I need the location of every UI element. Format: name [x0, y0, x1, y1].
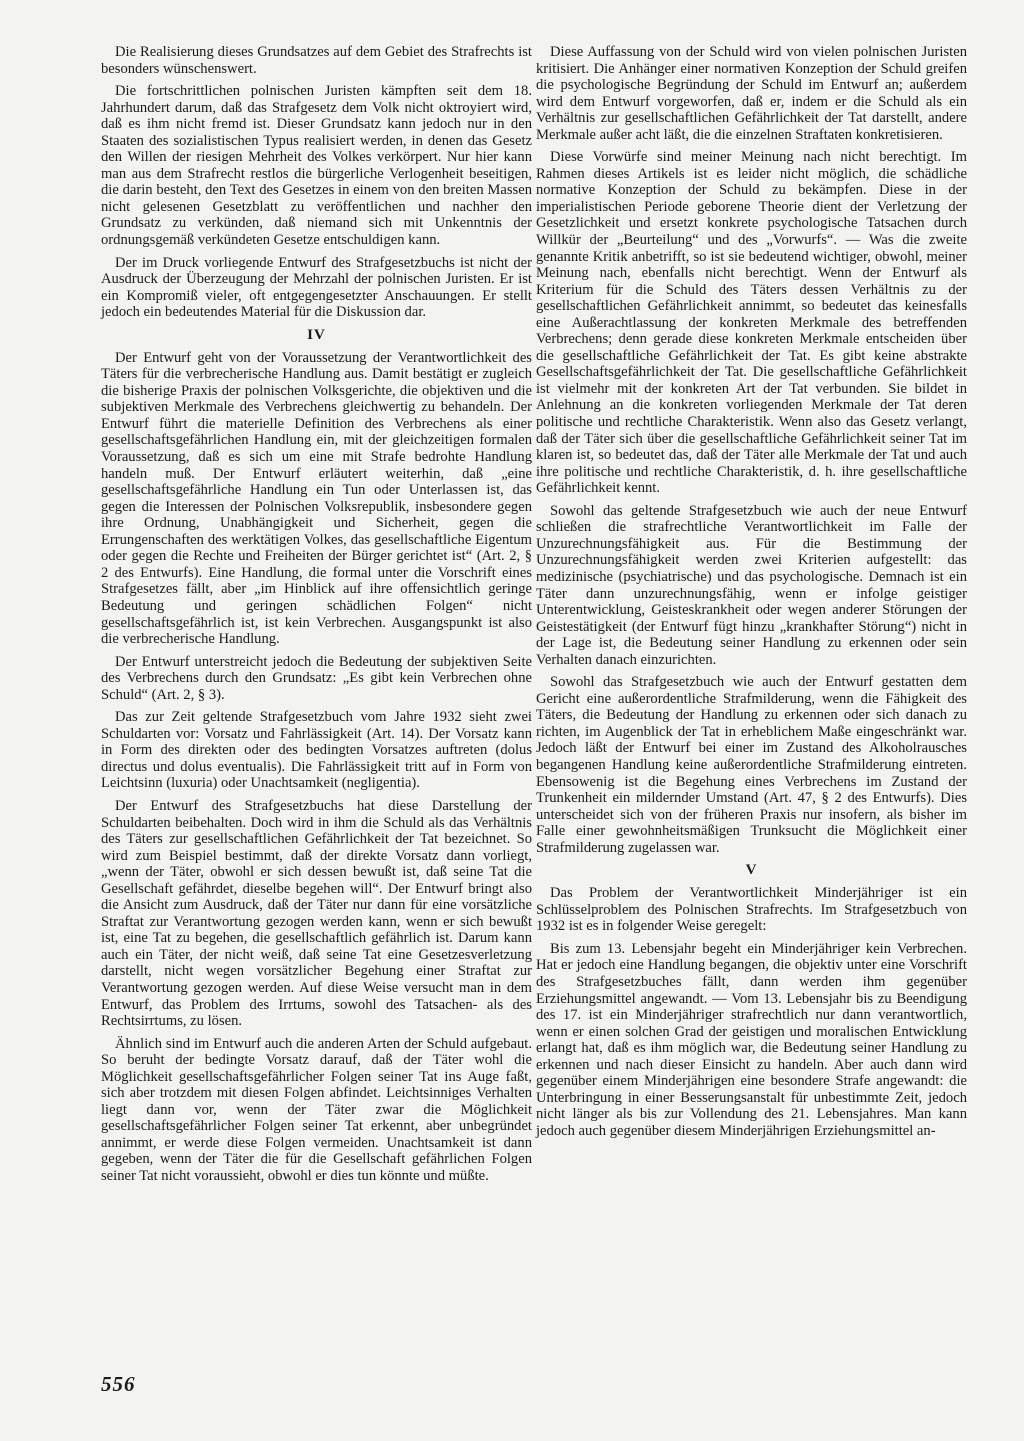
paragraph: Der Entwurf geht von der Voraussetzung der Verantwortlichkeit des Täters für die verbrecherische Handlung aus. Damit bestätigt er zugleich die bisherige Praxis der polnischen Volksgerichte, die objektiven und die subjektiven Merkmale des Verbrechens gleichwertig zu behandeln. Der Entwurf führt die materielle Definition des Verbrechens als einer gesellschaftsgefährlichen Handlung ein, mit der gleichzeitigen formalen Voraussetzung, daß es sich um eine mit Strafe bedrohte Handlung handeln muß. Der Entwurf erläutert weiterhin, daß „eine gesellschaftsgefährliche Handlung ein Tun oder Unterlassen ist, das gegen die Interessen der Polnischen Volksrepublik, insbesondere gegen ihre Ordnung, Unabhängigkeit und Sicherheit, gegen die Errungenschaften des werktätigen Volkes, das gesellschaftliche Eigentum oder gegen die Rechte und Freiheiten der Bürger gerichtet ist“ (Art. 2, § 2 des Entwurfs). Eine Handlung, die formal unter die Vorschrift eines Strafgesetzes fällt, aber „im Hinblick auf ihre offensichtlich geringe Bedeutung und geringen schädlichen Folgen“ nicht gesellschaftsgefährlich ist, ist kein Verbrechen. Ausgangspunkt ist also die verbrecherische Handlung.: [101, 349, 532, 648]
paragraph: Bis zum 13. Lebensjahr begeht ein Minderjähriger kein Verbrechen. Hat er jedoch eine Handlung begangen, die objektiv unter eine Vorschrift des Strafgesetzbuches fällt, dann werden ihm gegenüber Erziehungsmittel angewandt. — Vom 13. Lebensjahr bis zu Beendigung des 17. ist ein Minderjähriger strafrechtlich nur dann verantwortlich, wenn er einen solchen Grad der geistigen und moralischen Entwicklung erlangt hat, daß es ihm möglich war, die Bedeutung seiner Handlung zu erkennen und nach dieser Einsicht zu handeln. Aber auch dann wird gegenüber einem Minderjährigen eine besondere Strafe angewandt: die Unterbringung in einer Besserungsanstalt für unbestimmte Zeit, jedoch nicht länger als bis zur Vollendung des 21. Lebensjahres. Man kann jedoch auch gegenüber diesem Minderjährigen Erziehungsmittel an-: [536, 940, 967, 1139]
paragraph: Die Realisierung dieses Grundsatzes auf dem Gebiet des Strafrechts ist besonders wünschenswert.: [101, 44, 532, 77]
paragraph: Der im Druck vorliegende Entwurf des Strafgesetzbuchs ist nicht der Ausdruck der Überzeugung der Mehrzahl der polnischen Juristen. Er ist ein Kompromiß vieler, oft entgegengesetzter Anschauungen. Er stellt jedoch ein bedeutendes Material für die Diskussion dar.: [101, 254, 532, 321]
paragraph: Der Entwurf des Strafgesetzbuchs hat diese Darstellung der Schuldarten beibehalten. Doch wird in ihm die Schuld als das Verhältnis des Täters zur gesellschaftlichen Gefährlichkeit der Tat bezeichnet. So wird zum Beispiel bestimmt, daß der direkte Vorsatz dann vorliegt, „wenn der Täter, obwohl er sich dessen bewußt ist, daß seine Tat die Gesellschaft gefährdet, dieselbe begehen will“. Der Entwurf bringt also die Ansicht zum Ausdruck, daß der Täter nur dann für eine vorsätzliche Straftat zur Verantwortung gezogen werden kann, wenn er sich bewußt ist, eine Tat zu begehen, die gesellschaftlich gefährlich ist. Darum kann auch ein Täter, der nicht weiß, daß seine Tat eine Gesetzesverletzung darstellt, nicht wegen vorsätzlicher Begehung einer Straftat zur Verantwortung gezogen werden. Auf diese Weise versucht man in dem Entwurf, das Problem des Irrtums, sowohl des Tatsachen- als des Rechtsirrtums, zu lösen.: [101, 797, 532, 1030]
left-column: [101, 44, 532, 1191]
paragraph: Diese Vorwürfe sind meiner Meinung nach nicht berechtigt. Im Rahmen dieses Artikels ist es leider nicht möglich, die schädliche normative Konzeption der Schuld zu bekämpfen. Diese in der imperialistischen Periode geborene Theorie dient der Verletzung der Gesetzlichkeit und ersetzt konkrete psychologische Tatsachen durch Willkür der „Beurteilung“ und des „Vorwurfs“. — Was die zweite genannte Kritik anbetrifft, so ist sie bedeutend wichtiger, obwohl, meiner Meinung nach, ebenfalls nicht berechtigt. Wenn der Entwurf als Kriterium für die Schuld des Täters dessen Verhältnis zu der gesellschaftlichen Gefährlichkeit annimmt, so bedeutet das keinesfalls eine Außerachtlassung der konkreten Merkmale des betreffenden Verbrechens; denn gerade diese konkreten Merkmale entscheiden über die gesellschaftliche Gefährlichkeit der Tat. Es gibt keine abstrakte Gesellschaftsgefährlichkeit der Tat. Die gesellschaftliche Gefährlichkeit ist vielmehr mit der konkreten Art der Tat verbunden. Sie bildet in Anlehnung an die konkreten vorliegenden Merkmale der Tat deren politische und rechtliche Charakteristik. Wenn also das Gesetz verlangt, daß der Täter sich über die gesellschaftliche Gefährlichkeit seiner Tat im klaren ist, so bedeutet das, daß der Täter alle Merkmale der Tat und auch ihre politische und rechtliche Charakteristik, d. h. ihre gesellschaftliche Gefährlichkeit kennt.: [536, 149, 967, 497]
paragraph: Sowohl das Strafgesetzbuch wie auch der Entwurf gestatten dem Gericht eine außerordentliche Strafmilderung, wenn die Fähigkeit des Täters, die Bedeutung der Handlung zu erkennen oder sich danach zu richten, im Augenblick der Tat in erheblichem Maße eingeschränkt war. Jedoch läßt der Entwurf bei einer im Zustand des Alkoholrausches begangenen Handlung keine außerordentliche Strafmilderung eintreten. Ebensowenig ist die Begehung eines Verbrechens im Zustand der Trunkenheit ein mildernder Umstand (Art. 47, § 2 des Entwurfs). Dies unterscheidet sich von der früheren Praxis nur insofern, als bisher im Falle einer gewohnheitsmäßigen Trunksucht die Möglichkeit einer Strafmilderung zugelassen war.: [536, 674, 967, 856]
page-number: 556: [101, 1372, 136, 1396]
section-heading: IV: [307, 326, 326, 343]
paragraph: Die fortschrittlichen polnischen Juristen kämpften seit dem 18. Jahrhundert darum, daß das Strafgesetz dem Volk nicht oktroyiert wird, daß es ihm nicht fremd ist. Dieser Grundsatz kann jedoch nur in den Staaten des sozialistischen Typus realisiert werden, in denen das Gesetz den Willen der riesigen Mehrheit des Volkes verkörpert. Nur hier kann man aus dem Strafrecht restlos die bürgerliche Verlogenheit beseitigen, die darin besteht, den Text des Gesetzes in einem von den breiten Massen nicht gelesenen Gesetzblatt zu veröffentlichen und nachher den Grundsatz zu verkünden, daß niemand sich mit Unkenntnis der ordnungsgemäß verkündeten Gesetze entschuldigen kann.: [101, 83, 532, 249]
paragraph: Der Entwurf unterstreicht jedoch die Bedeutung der subjektiven Seite des Verbrechens durch den Grundsatz: „Es gibt kein Verbrechen ohne Schuld“ (Art. 2, § 3).: [101, 653, 532, 703]
right-column: [536, 44, 967, 1145]
paragraph: Das Problem der Verantwortlichkeit Minderjähriger ist ein Schlüsselproblem des Polnischen Strafrechts. Im Strafgesetzbuch von 1932 ist es in folgender Weise geregelt:: [536, 885, 967, 935]
paragraph: Sowohl das geltende Strafgesetzbuch wie auch der neue Entwurf schließen die strafrechtliche Verantwortlichkeit im Falle der Unzurechnungsfähigkeit aus. Für die Bestimmung der Unzurechnungsfähigkeit werden zwei Kriterien aufgestellt: das medizinische (psychiatrische) und das psychologische. Demnach ist ein Täter dann unzurechnungsfähig, wenn er infolge geistiger Unterentwicklung, Geisteskrankheit oder wegen anderer Störungen der Geistestätigkeit (der Entwurf fügt hinzu „krankhafter Störung“) nicht in der Lage ist, die Bedeutung seiner Handlung zu erkennen oder sein Verhalten danach einzurichten.: [536, 502, 967, 668]
paragraph: Das zur Zeit geltende Strafgesetzbuch vom Jahre 1932 sieht zwei Schuldarten vor: Vorsatz und Fahrlässigkeit (Art. 14). Der Vorsatz kann in Form des direkten oder des bedingten Vorsatzes auftreten (dolus directus und dolus eventualis). Die Fahrlässigkeit tritt auf in Form von Leichtsinn (luxuria) oder Unachtsamkeit (negligentia).: [101, 709, 532, 792]
section-heading: V: [745, 862, 758, 879]
paragraph: Diese Auffassung von der Schuld wird von vielen polnischen Juristen kritisiert. Die Anhänger einer normativen Konzeption der Schuld greifen die psychologische Begründung der Schuld im Entwurf an; außerdem wird dem Entwurf vorgeworfen, daß er, indem er die Schuld als ein Verhältnis zur gesellschaftlichen Gefährlichkeit der Tat darstellt, andere Merkmale außer acht läßt, die die einzelnen Straftaten konkretisieren.: [536, 44, 967, 143]
paragraph: Ähnlich sind im Entwurf auch die anderen Arten der Schuld aufgebaut. So beruht der bedingte Vorsatz darauf, daß der Täter wohl die Möglichkeit gesellschaftsgefährlicher Folgen seiner Tat ins Auge faßt, sich aber trotzdem mit diesen Folgen abfindet. Leichtsinniges Verhalten liegt dann vor, wenn der Täter zwar die Möglichkeit gesellschaftsgefährlicher Folgen seiner Tat erkennt, aber unbegründet annimmt, er werde diese Folgen vermeiden. Unachtsamkeit ist dann gegeben, wenn der Täter die für die Gesellschaft gefährlichen Folgen seiner Tat nicht voraussieht, obwohl er dies tun könnte und müßte.: [101, 1035, 532, 1184]
